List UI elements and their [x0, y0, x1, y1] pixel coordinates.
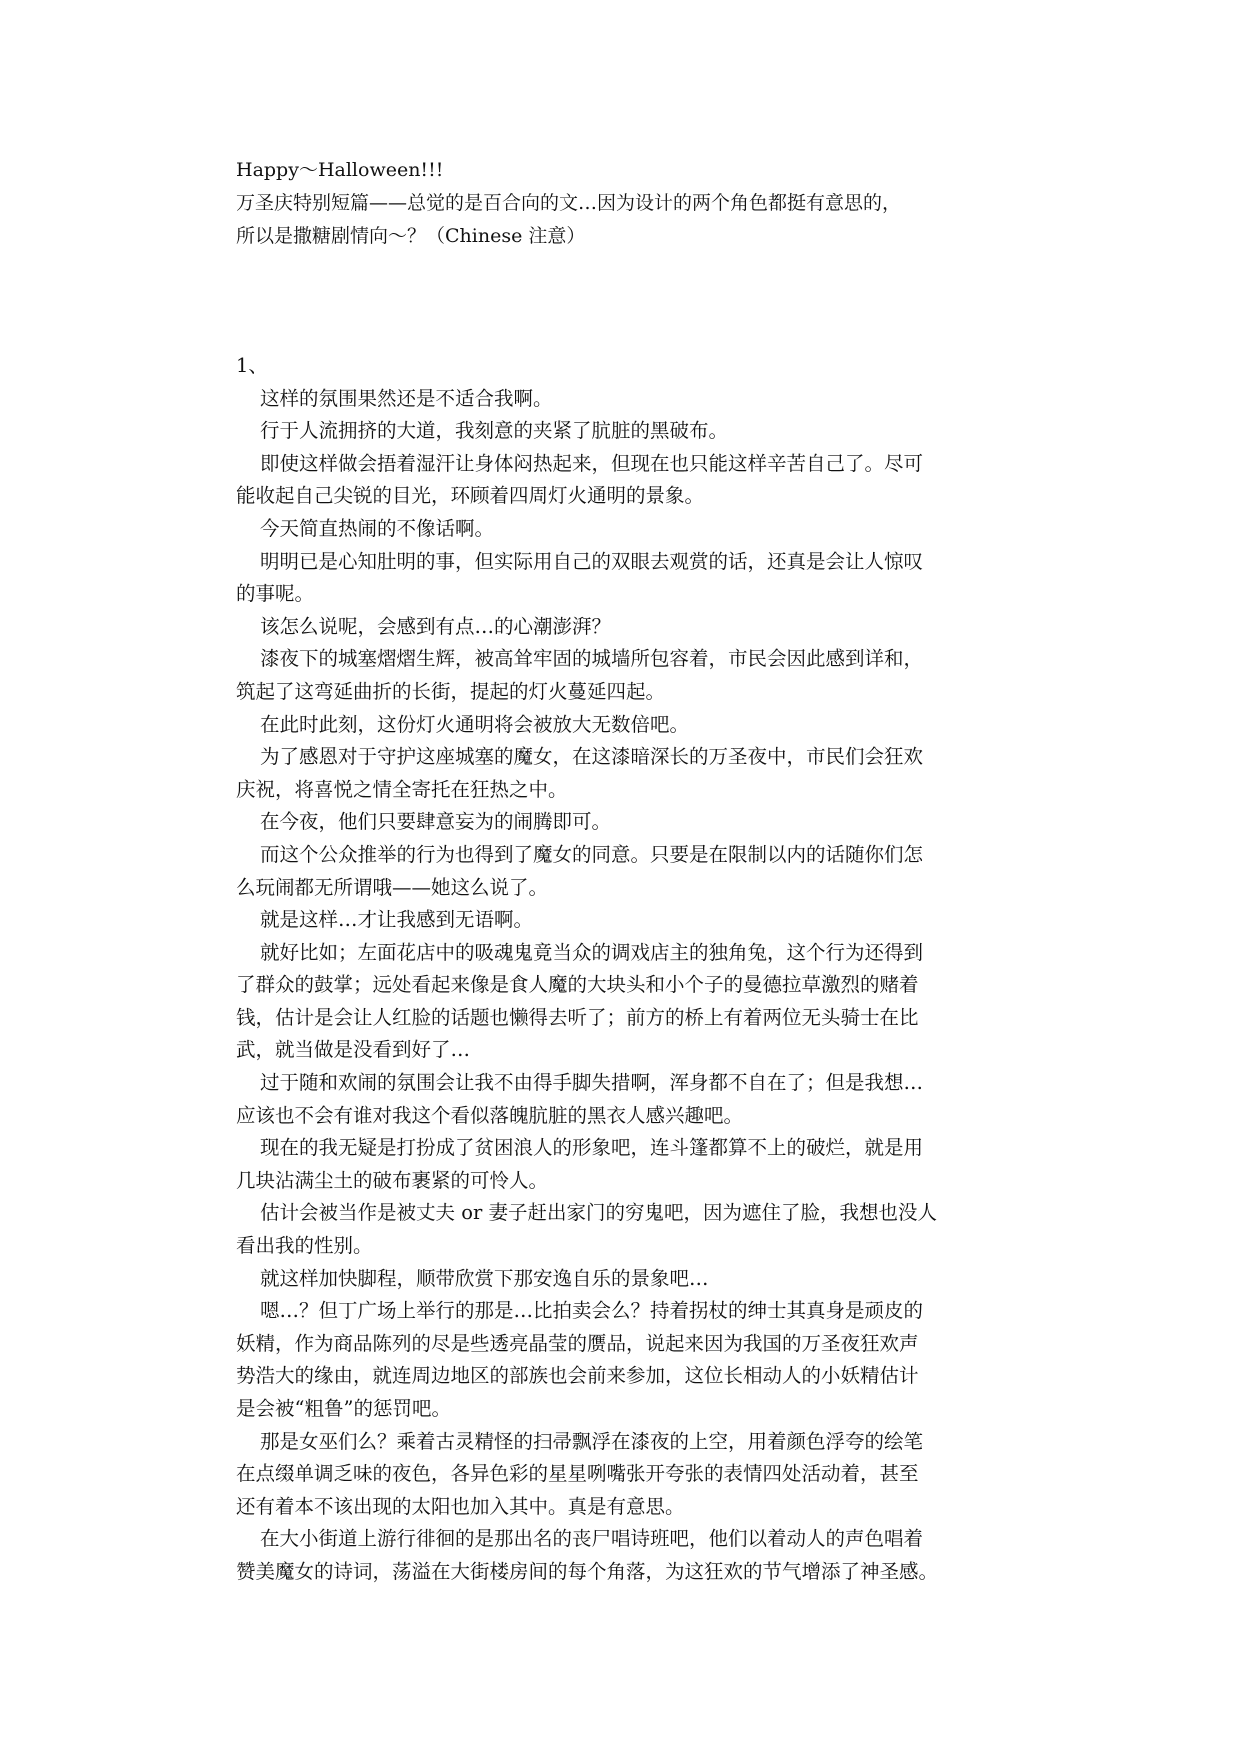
- paragraph-line: 了群众的鼓掌；远处看起来像是食人魔的大块头和小个子的曼德拉草激烈的赌着: [236, 973, 919, 997]
- paragraph-line: 漆夜下的城塞熠熠生辉，被高耸牢固的城墙所包容着，市民会因此感到详和，: [260, 647, 924, 671]
- paragraph: [236, 741, 1016, 806]
- paragraph-line: 那是女巫们么？乘着古灵精怪的扫帚飘浮在漆夜的上空，用着颜色浮夸的绘笔: [260, 1429, 924, 1453]
- paragraph-line: 过于随和欢闹的氛围会让我不由得手脚失措啊，浑身都不自在了；但是我想…: [260, 1071, 924, 1095]
- paragraph-line: 在大小街道上游行徘徊的是那出名的丧尸唱诗班吧，他们以着动人的声色唱着: [260, 1527, 924, 1551]
- paragraph: [236, 611, 1016, 644]
- paragraph: [236, 1295, 1016, 1425]
- paragraph-line: 行于人流拥挤的大道，我刻意的夹紧了肮脏的黑破布。: [260, 419, 729, 443]
- paragraph: [236, 1426, 1016, 1524]
- paragraph-line: 在点缀单调乏味的夜色，各异色彩的星星咧嘴张开夸张的表情四处活动着，甚至: [236, 1462, 919, 1486]
- paragraph-line: 能收起自己尖锐的目光，环顾着四周灯火通明的景象。: [236, 484, 705, 508]
- header-note-line-2: 所以是撒糖剧情向～？（Chinese 注意）: [236, 225, 586, 247]
- paragraph-line: 还有着本不该出现的太阳也加入其中。真是有意思。: [236, 1494, 685, 1518]
- paragraph-line: 嗯…？但丁广场上举行的那是…比拍卖会么？持着拐杖的绅士其真身是顽皮的: [260, 1299, 924, 1323]
- paragraph-line: 该怎么说呢，会感到有点…的心潮澎湃？: [260, 614, 612, 638]
- paragraph: [236, 513, 1016, 546]
- paragraph: [236, 643, 1016, 708]
- paragraph-line: 几块沾满尘土的破布裹紧的可怜人。: [236, 1168, 549, 1192]
- paragraph-line: 应该也不会有谁对我这个看似落魄肮脏的黑衣人感兴趣吧。: [236, 1103, 744, 1127]
- paragraph-line: 赞美魔女的诗词，荡溢在大街楼房间的每个角落，为这狂欢的节气增添了神圣感。: [236, 1559, 939, 1583]
- paragraph-line: 就这样加快脚程，顺带欣赏下那安逸自乐的景象吧…: [260, 1266, 709, 1290]
- paragraph-line: 为了感恩对于守护这座城塞的魔女，在这漆暗深长的万圣夜中，市民们会狂欢: [260, 745, 924, 769]
- paragraph-line: 是会被“粗鲁”的惩罚吧。: [236, 1397, 451, 1420]
- header-note-line-1: 万圣庆特别短篇——总觉的是百合向的文…因为设计的两个角色都挺有意思的，: [236, 192, 902, 214]
- paragraph-line: 估计会被当作是被丈夫 or 妻子赶出家门的穷鬼吧，因为遮住了脸，我想也没人: [260, 1201, 937, 1225]
- paragraph: [236, 383, 1016, 416]
- paragraph: [236, 709, 1016, 742]
- document-header: [236, 154, 1016, 253]
- paragraph: [236, 806, 1016, 839]
- paragraph-line: 在今夜，他们只要肆意妄为的闹腾即可。: [260, 810, 612, 834]
- paragraph-line: 么玩闹都无所谓哦——她这么说了。: [236, 875, 549, 899]
- paragraph-line: 就是这样…才让我感到无语啊。: [260, 908, 534, 932]
- paragraph-line: 武，就当做是没看到好了…: [236, 1038, 471, 1062]
- header-title: Happy～Halloween!!!: [236, 159, 444, 181]
- paragraph: [236, 839, 1016, 904]
- paragraph-line: 势浩大的缘由，就连周边地区的部族也会前来参加，这位长相动人的小妖精估计: [236, 1364, 919, 1388]
- paragraph-line: 今天简直热闹的不像话啊。: [260, 516, 495, 540]
- paragraph-line: 即使这样做会捂着湿汗让身体闷热起来，但现在也只能这样辛苦自己了。尽可: [260, 451, 924, 475]
- paragraph-line: 而这个公众推举的行为也得到了魔女的同意。只要是在限制以内的话随你们怎: [260, 842, 924, 866]
- paragraph: [236, 937, 1016, 1067]
- paragraph: [236, 1132, 1016, 1197]
- paragraph: [236, 1197, 1016, 1262]
- document-body: [236, 350, 1016, 1589]
- paragraph-line: 妖精，作为商品陈列的尽是些透亮晶莹的赝品，说起来因为我国的万圣夜狂欢声: [236, 1331, 919, 1355]
- paragraph-line: 庆祝，将喜悦之情全寄托在狂热之中。: [236, 777, 568, 801]
- paragraph: [236, 448, 1016, 513]
- paragraph: [236, 546, 1016, 611]
- paragraph-line: 现在的我无疑是打扮成了贫困浪人的形象吧，连斗篷都算不上的破烂，就是用: [260, 1136, 924, 1160]
- paragraph: [236, 1263, 1016, 1296]
- paragraph-line: 看出我的性别。: [236, 1234, 373, 1258]
- paragraph-line: 的事呢。: [236, 582, 315, 606]
- paragraph-line: 筑起了这弯延曲折的长街，提起的灯火蔓延四起。: [236, 679, 666, 703]
- paragraph: [236, 1523, 1016, 1588]
- paragraph-line: 这样的氛围果然还是不适合我啊。: [260, 386, 553, 410]
- paragraph: [236, 1067, 1016, 1132]
- paragraph-line: 就好比如；左面花店中的吸魂鬼竟当众的调戏店主的独角兔，这个行为还得到: [260, 940, 924, 964]
- paragraph: [236, 415, 1016, 448]
- paragraph-line: 明明已是心知肚明的事，但实际用自己的双眼去观赏的话，还真是会让人惊叹: [260, 549, 924, 573]
- paragraph-line: 钱，估计是会让人红脸的话题也懒得去听了；前方的桥上有着两位无头骑士在比: [236, 1005, 919, 1029]
- paragraph-line: 在此时此刻，这份灯火通明将会被放大无数倍吧。: [260, 712, 690, 736]
- chapter-number: 1、: [236, 354, 268, 377]
- paragraph: [236, 904, 1016, 937]
